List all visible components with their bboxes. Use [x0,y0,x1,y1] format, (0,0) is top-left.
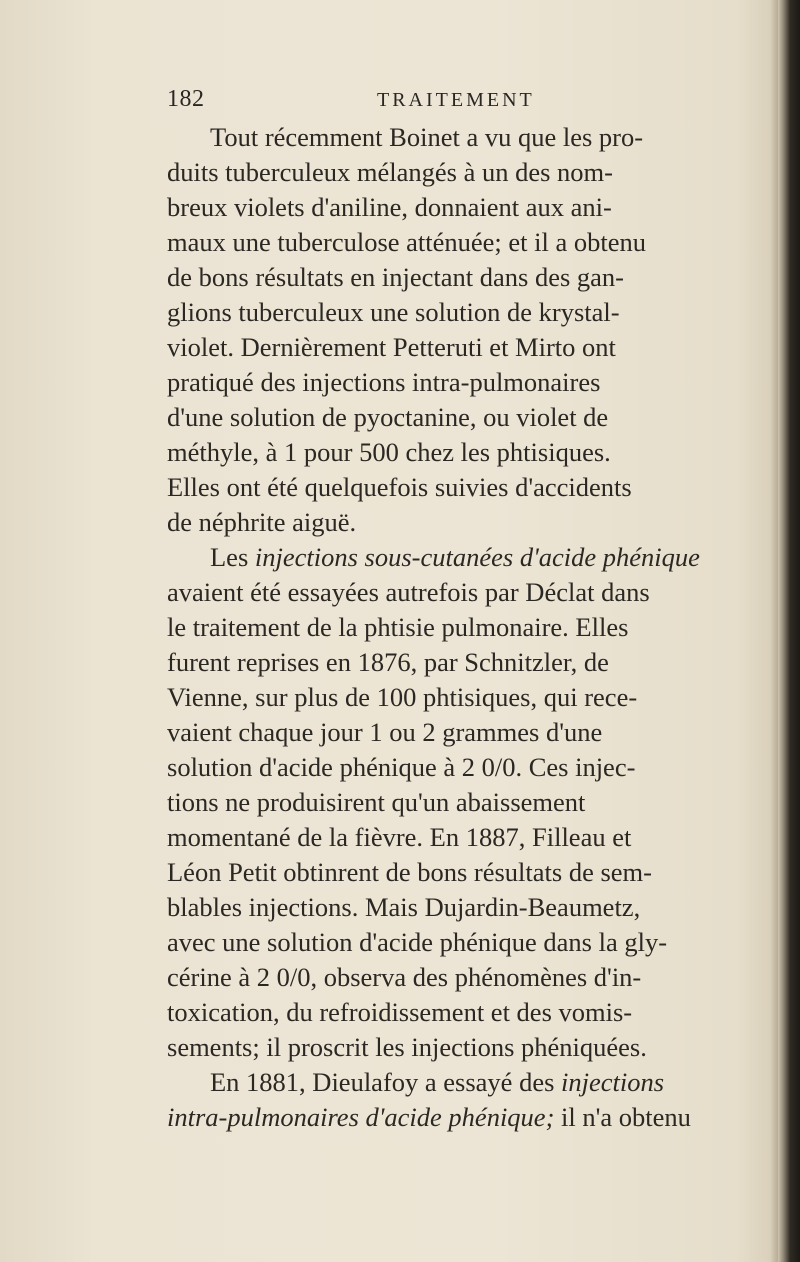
text-span: avec une solution d'acide phénique dans la gly- [167,927,668,957]
text-span: maux une tuberculose atténuée; et il a obtenu [167,227,647,257]
text-span: de bons résultats en injectant dans des gan- [167,262,624,292]
text-span: Léon Petit obtinrent de bons résultats de sem- [167,857,652,887]
text-line [167,785,762,819]
text-span: d'une solution de pyoctanine, ou violet de [167,402,609,432]
text-span: avaient été essayées autrefois par Déclat dans [167,577,650,607]
text-line [167,610,762,644]
text-span: pratiqué des injections intra-pulmonaires [167,367,601,397]
text-span: breux violets d'aniline, donnaient aux ani- [167,192,612,222]
text-line [167,190,762,224]
text-span: Les [210,542,255,572]
text-line [167,260,762,294]
text-line [167,470,762,504]
text-line [167,575,762,609]
text-line [210,1065,762,1099]
text-span: méthyle, à 1 pour 500 chez les phtisiques. [167,437,611,467]
page-number: 182 [167,86,205,112]
text-line [210,540,762,574]
running-head: TRAITEMENT [377,89,535,111]
text-span: furent reprises en 1876, par Schnitzler, de [167,647,609,677]
text-span: le traitement de la phtisie pulmonaire. Elles [167,612,629,642]
page-header [167,86,757,116]
text-line [167,435,762,469]
text-span: violet. Dernièrement Petteruti et Mirto ont [167,332,616,362]
text-line [167,400,762,434]
text-line [167,890,762,924]
page-gutter-shadow [770,0,778,1262]
text-line [167,820,762,854]
text-span: il n'a obtenu [554,1102,691,1132]
text-span: solution d'acide phénique à 2 0/0. Ces injec- [167,752,636,782]
text-line [167,995,762,1029]
text-span: de néphrite aiguë. [167,507,357,537]
text-line [167,750,762,784]
italic-span: injections sous-cutanées d'acide phénique [254,542,700,572]
italic-span: injections [561,1067,665,1097]
text-span: Vienne, sur plus de 100 phtisiques, qui rece- [167,682,638,712]
text-line [167,960,762,994]
text-line [167,330,762,364]
text-line [167,855,762,889]
text-line [167,715,762,749]
text-span: tions ne produisirent qu'un abaissement [167,787,586,817]
text-span: cérine à 2 0/0, observa des phénomènes d'in- [167,962,642,992]
text-span: Tout récemment Boinet a vu que les pro- [210,122,644,152]
text-line [167,505,356,539]
text-span: vaient chaque jour 1 ou 2 grammes d'une [167,717,603,747]
text-span: momentané de la fièvre. En 1887, Filleau et [167,822,632,852]
text-line [167,1030,762,1064]
page-edge [778,0,800,1262]
text-span: duits tuberculeux mélangés à un des nom- [167,157,613,187]
text-line [167,925,762,959]
text-line [167,365,762,399]
text-line [167,295,762,329]
text-span: blables injections. Mais Dujardin-Beaumetz, [167,892,641,922]
text-line [167,1100,762,1134]
text-line [167,225,762,259]
text-line [210,120,762,154]
text-span: glions tuberculeux une solution de krystal- [167,297,620,327]
text-span: Elles ont été quelquefois suivies d'accidents [167,472,632,502]
text-span: sements; il proscrit les injections phéniquées. [167,1032,647,1062]
italic-span: intra-pulmonaires d'acide phénique; [167,1102,555,1132]
text-line [167,645,762,679]
text-span: En 1881, Dieulafoy a essayé des [210,1067,562,1097]
text-span: toxication, du refroidissement et des vomis- [167,997,633,1027]
text-line [167,680,762,714]
text-line [167,155,762,189]
